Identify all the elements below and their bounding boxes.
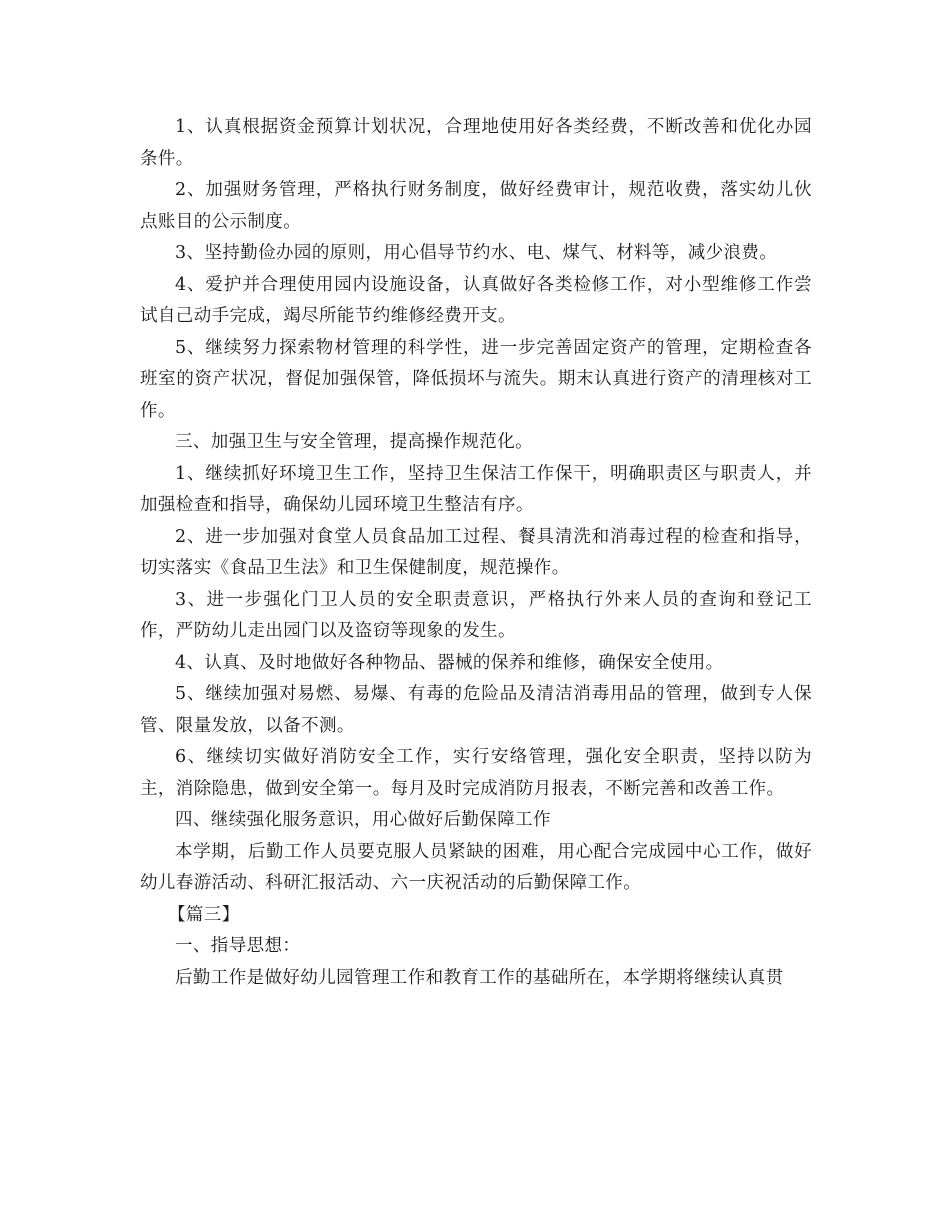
section-heading-1: 一、指导思想：: [175, 936, 301, 956]
paragraph-12: 本学期，后勤工作人员要克服人员紧缺的困难，用心配合完成园中心工作，做好幼儿春游活动、科研汇报活动、六一庆祝活动的后勤保障工作。: [140, 841, 812, 893]
paragraph-11: 6、继续切实做好消防安全工作，实行安络管理，强化安全职责，坚持以防为主，消除隐患，做到安全第一。每月及时完成消防月报表，不断完善和改善工作。: [140, 747, 812, 799]
paragraph-2: 2、加强财务管理，严格执行财务制度，做好经费审计，规范收费，落实幼儿伙点账目的公示制度。: [140, 180, 812, 232]
paragraph-9: 4、认真、及时地做好各种物品、器械的保养和维修，确保安全使用。: [175, 652, 724, 673]
paragraph-1: 1、认真根据资金预算计划状况，合理地使用好各类经费，不断改善和优化办园条件。: [140, 117, 812, 169]
paragraph-6: 1、继续抓好环境卫生工作，坚持卫生保洁工作保干，明确职责区与职责人，并加强检查和指导，确保幼儿园环境卫生整洁有序。: [140, 463, 812, 515]
paragraph-8: 3、进一步强化门卫人员的安全职责意识，严格执行外来人员的查询和登记工作，严防幼儿走出园门以及盗窃等现象的发生。: [140, 589, 812, 641]
article-heading: 【篇三】: [168, 904, 240, 925]
paragraph-5: 5、继续努力探索物材管理的科学性，进一步完善固定资产的管理，定期检查各班室的资产状况，督促加强保管，降低损坏与流失。期末认真进行资产的清理核对工作。: [140, 337, 812, 421]
document-body: [140, 112, 812, 994]
section-heading-4: 四、继续强化服务意识，用心做好后勤保障工作: [175, 810, 551, 830]
paragraph-10: 5、继续加强对易燃、易爆、有毒的危险品及清洁消毒用品的管理，做到专人保管、限量发放，以备不测。: [140, 684, 812, 736]
section-heading-3: 三、加强卫生与安全管理，提高操作规范化。: [175, 432, 533, 452]
paragraph-3: 3、坚持勤俭办园的原则，用心倡导节约水、电、煤气、材料等，减少浪费。: [175, 243, 778, 263]
paragraph-4: 4、爱护并合理使用园内设施设备，认真做好各类检修工作，对小型维修工作尝试自己动手完成，竭尽所能节约维修经费开支。: [140, 274, 812, 326]
paragraph-7: 2、进一步加强对食堂人员食品加工过程、餐具清洗和消毒过程的检查和指导，切实落实《食品卫生法》和卫生保健制度，规范操作。: [140, 526, 812, 578]
paragraph-13: 后勤工作是做好幼儿园管理工作和教育工作的基础所在，本学期将继续认真贯: [175, 967, 784, 988]
